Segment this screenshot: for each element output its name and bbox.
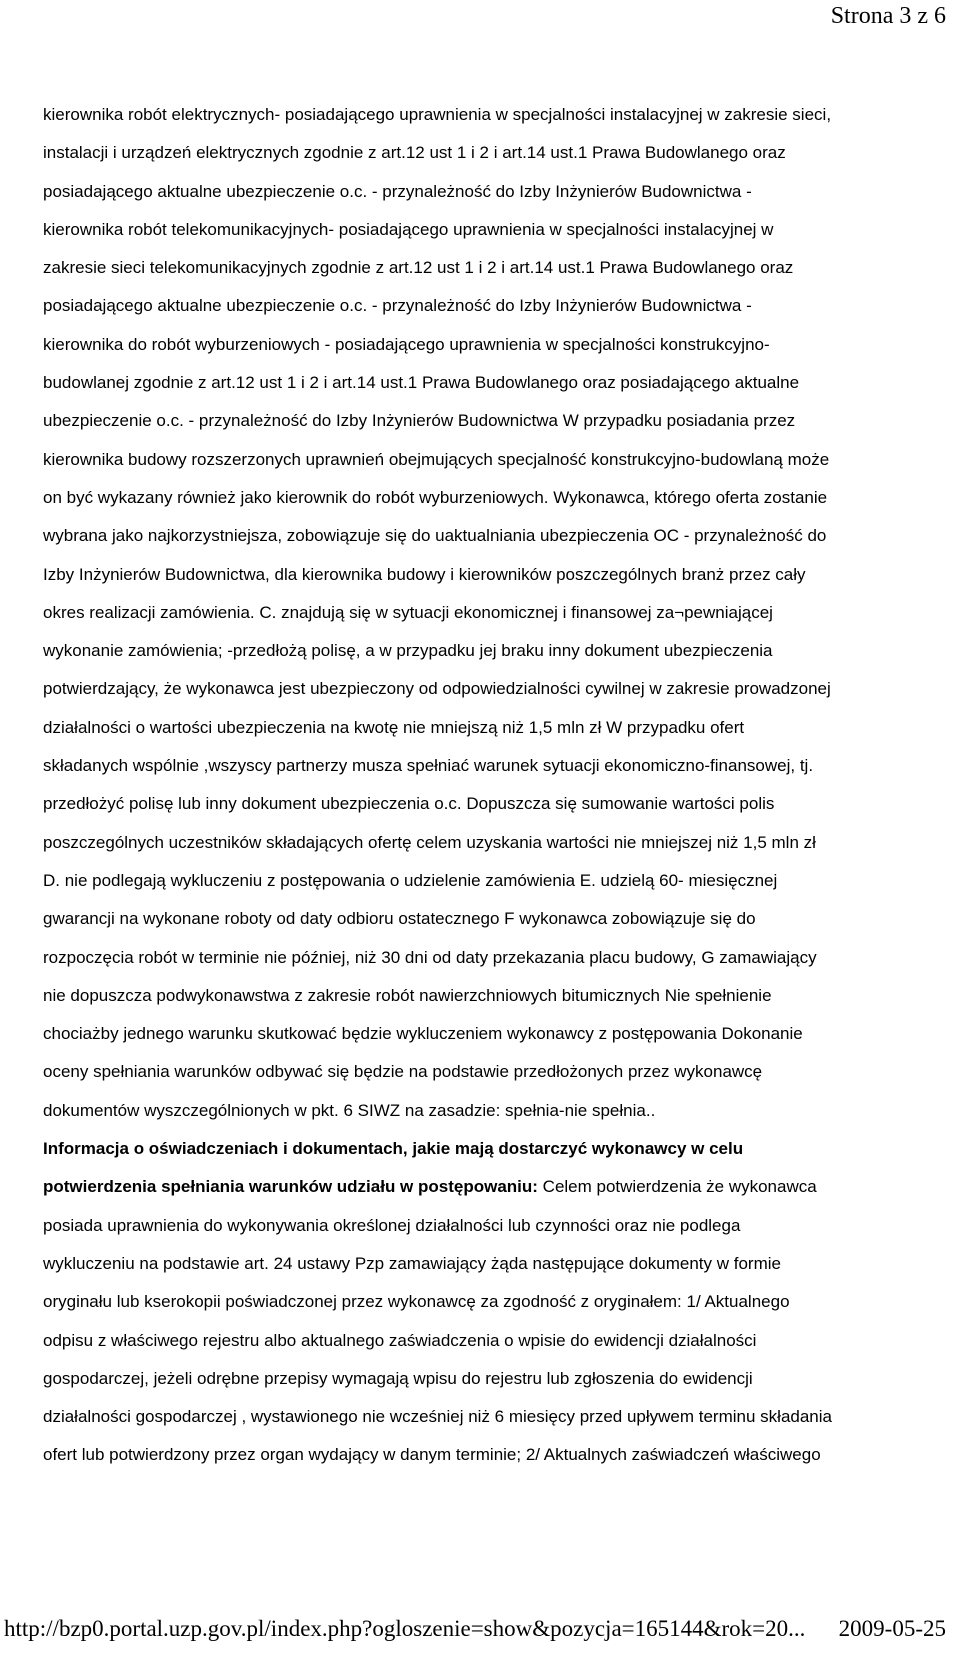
body-line: zakresie sieci telekomunikacyjnych zgodnie z art.12 ust 1 i 2 i art.14 ust.1 Prawa Budowlanego oraz: [43, 258, 794, 278]
body-line: wykonanie zamówienia; -przedłożą polisę, a w przypadku jej braku inny dokument ubezpieczenia: [43, 641, 773, 661]
body-line: budowlanej zgodnie z art.12 ust 1 i 2 i art.14 ust.1 Prawa Budowlanego oraz posiadającego aktualne: [43, 373, 800, 393]
section-line: ofert lub potwierdzony przez organ wydający w danym terminie; 2/ Aktualnych zaświadczeń właściwego: [43, 1445, 821, 1465]
body-line: działalności o wartości ubezpieczenia na kwotę nie mniejszą niż 1,5 mln zł W przypadku ofert: [43, 717, 745, 737]
section-line: posiada uprawnienia do wykonywania określonej działalności lub czynności oraz nie podlega: [43, 1215, 741, 1235]
footer-date: 2009-05-25: [838, 1616, 946, 1641]
section-line: odpisu z właściwego rejestru albo aktualnego zaświadczenia o wpisie do ewidencji działalności: [43, 1330, 757, 1350]
document-body: [43, 96, 923, 1475]
body-line: nie dopuszcza podwykonawstwa z zakresie robót nawierzchniowych bitumicznych Nie spełnienie: [43, 985, 772, 1005]
section-line: wykluczeniu na podstawie art. 24 ustawy Pzp zamawiający żąda następujące dokumenty w formie: [43, 1253, 781, 1273]
section-heading-rest: Celem potwierdzenia że wykonawca: [537, 1177, 817, 1197]
body-line: potwierdzający, że wykonawca jest ubezpieczony od odpowiedzialności cywilnej w zakresie prowadzonej: [43, 679, 831, 699]
body-line: kierownika robót telekomunikacyjnych- posiadającego uprawnienia w specjalności instalacyjnej w: [43, 219, 774, 239]
body-line: instalacji i urządzeń elektrycznych zgodnie z art.12 ust 1 i 2 i art.14 ust.1 Prawa Budowlanego oraz: [43, 143, 786, 163]
body-line: wybrana jako najkorzystniejsza, zobowiązuje się do uaktualniania ubezpieczenia OC - przynależność do: [43, 526, 827, 546]
body-line: okres realizacji zamówienia. C. znajdują się w sytuacji ekonomicznej i finansowej za¬pewniającej: [43, 602, 773, 622]
body-line: on być wykazany również jako kierownik do robót wyburzeniowych. Wykonawca, którego oferta zostanie: [43, 487, 828, 507]
body-line: ubezpieczenie o.c. - przynależność do Izby Inżynierów Budownictwa W przypadku posiadania przez: [43, 411, 796, 431]
body-line: rozpoczęcia robót w terminie nie później, niż 30 dni od daty przekazania placu budowy, G zamawiający: [43, 947, 817, 967]
section-heading-continuation: [43, 1168, 923, 1206]
section-line: działalności gospodarczej , wystawionego nie wcześniej niż 6 miesięcy przed upływem terminu składania: [43, 1407, 832, 1427]
body-line: Izby Inżynierów Budownictwa, dla kierownika budowy i kierowników poszczególnych branż przez cały: [43, 564, 806, 584]
body-line: kierownika robót elektrycznych- posiadającego uprawnienia w specjalności instalacyjnej w zakresie sieci,: [43, 105, 832, 124]
body-line: gwarancji na wykonane roboty od daty odbioru ostatecznego F wykonawca zobowiązuje się do: [43, 909, 756, 929]
body-line: D. nie podlegają wykluczeniu z postępowania o udzielenie zamówienia E. udzielą 60- miesięcznej: [43, 870, 778, 890]
body-line: składanych wspólnie ,wszyscy partnerzy musza spełniać warunek sytuacji ekonomiczno-finansowej, tj.: [43, 756, 814, 776]
section-line: gospodarczej, jeżeli odrębne przepisy wymagają wpisu do rejestru lub zgłoszenia do ewidencji: [43, 1368, 753, 1388]
page-number: Strona 3 z 6: [830, 3, 946, 29]
body-line: przedłożyć polisę lub inny dokument ubezpieczenia o.c. Dopuszcza się sumowanie wartości polis: [43, 794, 775, 814]
body-line: kierownika do robót wyburzeniowych - posiadającego uprawnienia w specjalności konstrukcyjno-: [43, 334, 770, 354]
body-line: posiadającego aktualne ubezpieczenie o.c. - przynależność do Izby Inżynierów Budownictwa -: [43, 181, 752, 201]
body-line: poszczególnych uczestników składających ofertę celem uzyskania wartości nie mniejszej niż 1,5 mln zł: [43, 832, 816, 852]
body-line: dokumentów wyszczególnionych w pkt. 6 SIWZ na zasadzie: spełnia-nie spełnia..: [43, 1100, 656, 1120]
section-heading-bold: potwierdzenia spełniania warunków udziału w postępowaniu:: [43, 1177, 538, 1197]
body-line: kierownika budowy rozszerzonych uprawnień obejmujących specjalność konstrukcyjno-budowlaną może: [43, 449, 830, 469]
body-line: chociażby jednego warunku skutkować będzie wykluczeniem wykonawcy z postępowania Dokonanie: [43, 1024, 803, 1044]
body-line: oceny spełniania warunków odbywać się będzie na podstawie przedłożonych przez wykonawcę: [43, 1062, 763, 1082]
section-line: oryginału lub kserokopii poświadczonej przez wykonawcę za zgodność z oryginałem: 1/ Aktualnego: [43, 1292, 790, 1312]
footer-url: http://bzp0.portal.uzp.gov.pl/index.php?ogloszenie=show&pozycja=165144&rok=20...: [4, 1616, 806, 1641]
body-line: posiadającego aktualne ubezpieczenie o.c. - przynależność do Izby Inżynierów Budownictwa -: [43, 296, 752, 316]
section-heading: Informacja o oświadczeniach i dokumentach, jakie mają dostarczyć wykonawcy w celu: [43, 1139, 744, 1159]
